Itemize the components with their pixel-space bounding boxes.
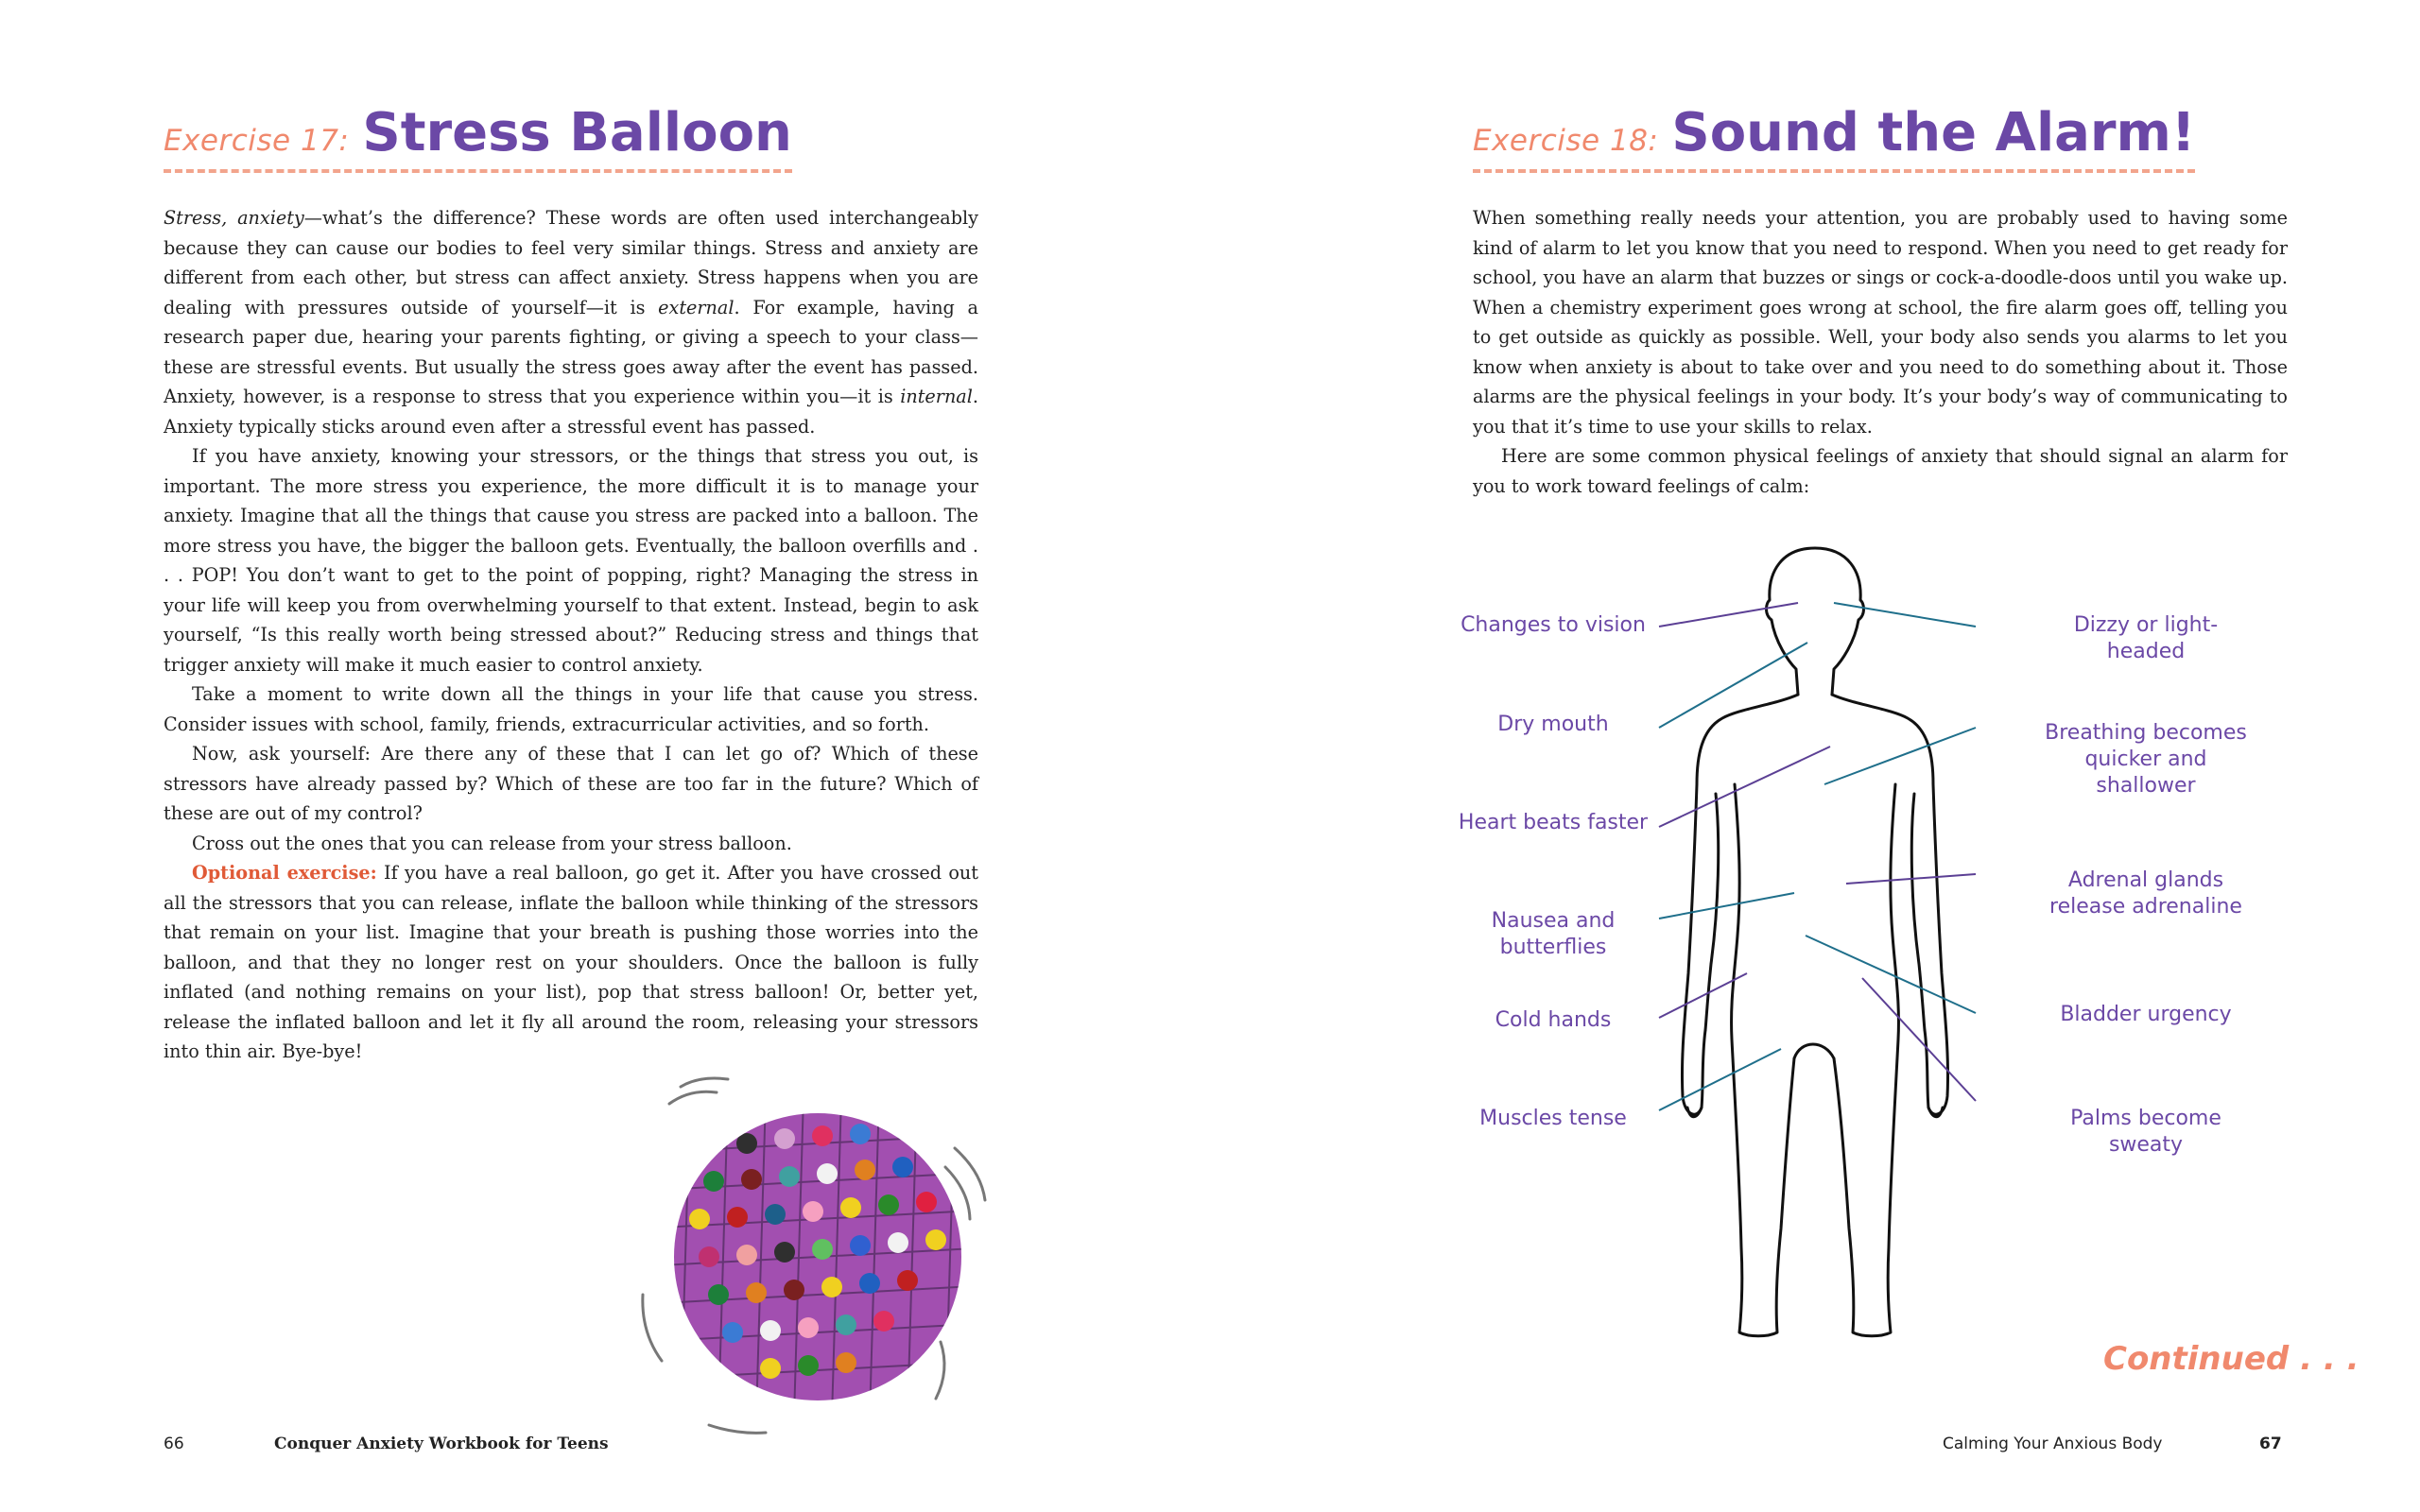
label-adrenal-glands: Adrenal glands release adrenaline <box>2049 868 2242 919</box>
continued-marker: Continued . . . <box>2103 1340 2360 1378</box>
book-title-footer: Conquer Anxiety Workbook for Teens <box>274 1435 609 1453</box>
connector-lines <box>1659 603 1976 1110</box>
label-nausea-butterflies: Nausea and butterflies <box>1491 909 1616 959</box>
exercise-18-title: Sound the Alarm! <box>1671 102 2196 163</box>
label-heart-beats-faster: Heart beats faster <box>1458 811 1649 834</box>
paragraph-6-text: If you have a real balloon, go get it. After you have crossed out all the stressors that you can release, inflate the balloon while thinking of the stressors that remain on your list. Imagine that your breath is pushing those worries into the balloon, and that they no longer rest on your shoulders. Once the balloon is fully inflated (and nothing remains on your list), pop that stress balloon! Or, better yet, release the inflated balloon and let it fly all around the room, releasing your stressors into thin air. Bye-bye! <box>164 862 978 1062</box>
paragraph-1-emphasis-internal: internal <box>900 386 973 407</box>
label-bladder-urgency: Bladder urgency <box>2060 1003 2232 1026</box>
section-title-footer: Calming Your Anxious Body <box>1943 1435 2163 1453</box>
paragraph-5: Cross out the ones that you can release from your stress balloon. <box>192 832 792 854</box>
label-dry-mouth: Dry mouth <box>1497 713 1609 736</box>
paragraph-1-emphasis-external: external <box>658 296 735 318</box>
exercise-18-body <box>1473 203 2288 501</box>
paragraph-3: Take a moment to write down all the things in your life that cause you stress. Consider issues with school, family, friends, extracurricular activities, and so forth. <box>164 683 978 735</box>
paragraph-1-part-a: —what’s the difference? These words are often used interchangeably because they can cause our bodies to feel very similar things. Stress and anxiety are different from each other, but stress can affect anxiety. Stress happens when you are dealing with pressures outside of yourself—it is <box>164 207 978 318</box>
stress-balloon-illustration <box>624 1058 1021 1436</box>
paragraph-2: If you have anxiety, knowing your stressors, or the things that stress you out, is important. The more stress you experience, the more difficult it is to manage your anxiety. Imagine that all the things that cause you stress are packed into a balloon. The more stress you have, the bigger the balloon gets. Eventually, the balloon overfills and . . . POP! You don’t want to get to the point of popping, right? Managing the stress in your life will keep you from overwhelming yourself to that extent. Instead, begin to ask yourself, “Is this really worth being stressed about?” Reducing stress and things that trigger anxiety will make it much easier to control anxiety. <box>164 445 978 676</box>
right-page <box>1210 0 2420 1512</box>
paragraph-6 <box>164 858 978 1067</box>
exercise-17-heading <box>164 102 792 173</box>
label-changes-to-vision: Changes to vision <box>1461 613 1646 637</box>
paragraph-1-part-b: . For example, having a research paper due, hearing your parents fighting, or giving a speech to your class—these are stressful events. But usually the stress goes away after the event has passed. Anxiety, however, is a response to stress that you experience within you—it is <box>164 296 978 407</box>
label-cold-hands: Cold hands <box>1495 1008 1612 1032</box>
label-palms-sweaty: Palms become sweaty <box>2070 1107 2221 1157</box>
exercise-18-heading <box>1473 102 2195 173</box>
exercise-18-label: Exercise 18: <box>1473 124 1659 158</box>
label-muscles-tense: Muscles tense <box>1479 1107 1627 1130</box>
label-dizzy: Dizzy or light-headed <box>2073 613 2219 663</box>
paragraph-1 <box>164 203 978 441</box>
alarm-paragraph-1: When something really needs your attention, you are probably used to having some kind of alarm to let you know that you need to respond. When you need to get ready for school, you have an alarm that buzzes or sings or cock-a-doodle-doos until you wake up. When a chemistry experiment goes wrong at school, the fire alarm goes off, telling you to get outside as quickly as possible. Well, your body also sends you alarms to let you know when anxiety is about to take over and you need to do something about it. Those alarms are the physical feelings in your body. It’s your body’s way of communicating to you that it’s time to use your skills to relax. <box>1473 207 2288 438</box>
body-outline <box>1682 548 1947 1336</box>
left-page-number: 66 <box>164 1435 184 1453</box>
alarm-paragraph-2: Here are some common physical feelings of anxiety that should signal an alarm for you to work toward feelings of calm: <box>1473 445 2288 497</box>
optional-exercise-label: Optional exercise: <box>192 862 377 884</box>
paragraph-4: Now, ask yourself: Are there any of these that I can let go of? Which of these stressors have already passed by? Which of these are too far in the future? Which of these are out of my control? <box>164 743 978 824</box>
paragraph-1-part-c: . Anxiety typically sticks around even after a stressful event has passed. <box>164 386 978 438</box>
label-breathing: Breathing becomes quicker and shallower <box>2045 721 2247 798</box>
right-page-number: 67 <box>2259 1435 2282 1453</box>
paragraph-1-emphasis: Stress, anxiety <box>164 207 304 229</box>
exercise-17-body <box>164 203 978 1067</box>
exercise-17-label: Exercise 17: <box>164 124 350 158</box>
exercise-17-title: Stress Balloon <box>362 102 792 163</box>
